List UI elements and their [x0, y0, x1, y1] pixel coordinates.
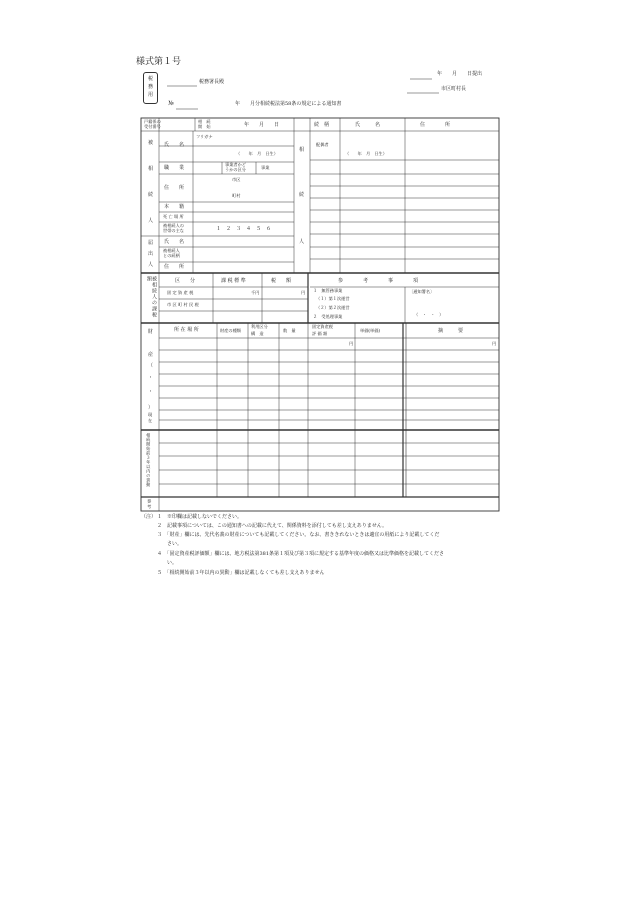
header-start-date: 年 月 日 [244, 122, 280, 128]
property-h-structure: 構 造 [251, 331, 264, 336]
heirs-label-1: 被相続人の [163, 223, 184, 228]
assessment-unit-yen: 円 [301, 290, 306, 295]
employer-label-2: うかの区分 [225, 167, 246, 172]
assessment-h-tax: 税 額 [271, 278, 292, 284]
document-title: 年 月分相続税法第58条の規定による通知書 [235, 101, 342, 107]
property-h-price: 単価(単価) [360, 328, 381, 333]
remark-2: （１）第１次運営 [316, 296, 350, 301]
assessment-row-1: 固 定 資 産 税 [167, 290, 194, 295]
decedent-side-1: 被 [148, 140, 154, 146]
property-side-3: （ [148, 363, 154, 369]
addressee: 税務署長殿 [199, 79, 225, 85]
form-number: 様式第１号 [136, 57, 182, 67]
property-h-assess-2: 評 価 額 [312, 331, 328, 336]
header-name: 氏 名 [355, 122, 381, 128]
property-side-2: 産 [148, 352, 154, 358]
city-label: 市区 [232, 177, 241, 182]
employer-value: 事業 [261, 165, 270, 170]
remark-4: ２ 受処理事業 [313, 314, 343, 319]
family-side-1: 相 [299, 147, 305, 153]
reporter-side-2: 出 [148, 251, 154, 257]
assessment-h-base: 課 税 標 準 [221, 278, 246, 284]
reporter-relation-1: 被相続人 [163, 248, 180, 253]
stamp-line-1: 税 [148, 76, 154, 82]
note-1: １ ※印欄は記載しないでください。 [157, 514, 243, 520]
prior-change-side: 相続開始前３年以内の異動 [146, 433, 152, 487]
property-h-remarks: 摘 要 [438, 328, 464, 334]
property-side-6: ） [148, 405, 154, 411]
property-side-4: ・ [148, 375, 154, 381]
decedent-side-3: 続 [148, 192, 154, 198]
address-label: 住 所 [164, 185, 185, 191]
property-side-5: ・ [148, 389, 154, 395]
notice-label: 〔通知署名〕 [409, 289, 435, 294]
header-address: 住 所 [420, 122, 451, 128]
note-5: ５ 「相続開始前３年以内の異動」欄は記載しなくても差し支えありません [157, 570, 325, 576]
property-unit-yen-2: 円 [492, 341, 497, 346]
header-receipt-2: 受付番号 [144, 124, 161, 129]
assessment-row-2: 市 区 町 村 民 税 [167, 302, 199, 307]
name-label: 氏 名 [164, 142, 185, 148]
notes-title: （注） [141, 514, 157, 520]
family-side-2: 続 [299, 192, 305, 198]
reporter-side-3: 人 [148, 262, 154, 268]
date-line: 年 月 日提出 [437, 71, 483, 77]
employer-label-1: 事業者かど [225, 162, 246, 167]
property-h-use: 利用区分 [251, 324, 268, 329]
reporter-side-1: 届 [148, 240, 154, 246]
header-start-2: 開 始 [198, 124, 211, 129]
note-4: ４ 「固定資産税評価額」欄には、地方税法第381条第１項及び第３項に規定する基準年度の価格又は比準価格を記載してくださ [157, 551, 445, 557]
remark-1: １ 無管務事業 [313, 288, 343, 293]
header-start-1: 相 続 [198, 119, 211, 124]
header-receipt-1: 戸籍係の [144, 119, 161, 124]
property-side-7: 現 [148, 412, 153, 417]
note-4b: い。 [157, 560, 178, 566]
reporter-relation-2: との続柄 [163, 253, 180, 258]
heirs-values: １ ２ ３ ４ ５ ６ [216, 226, 272, 232]
remark-3: （２）第２次運営 [316, 305, 350, 310]
spouse-birth: （ 年 月 日生） [345, 151, 387, 156]
reporter-name-label: 氏 名 [164, 239, 185, 245]
family-side-3: 人 [299, 239, 305, 245]
property-side-1: 財 [148, 329, 154, 335]
note-2: ２ 記載事項については、この通知書への記載に代えて、関係資料を添付しても差し支えありません。 [157, 523, 388, 529]
property-h-qty: 数 量 [283, 328, 296, 333]
property-side-8: 在 [148, 418, 153, 423]
assessment-h-category: 区 分 [175, 278, 196, 284]
remarks-header: 参 考 事 項 [338, 278, 419, 284]
sender: 市区町村長 [441, 86, 467, 92]
furigana-label: フリガナ [196, 134, 213, 139]
stamp-line-2: 務 [148, 84, 154, 90]
header-relation: 続 柄 [314, 122, 330, 128]
assessment-side: 被相続人の課税額 [146, 276, 157, 318]
town-label: 町村 [232, 193, 241, 198]
property-h-assess: 固定資産税 [312, 324, 333, 329]
heirs-label-2: 世帯の主な [163, 228, 184, 233]
note-3: ３ 「財産」欄には、先代名義の財産についても記載してください。なお、書ききれないときは適宜の用紙により記載してくだ [157, 532, 440, 538]
domicile-label: 本 籍 [164, 204, 185, 210]
property-unit-yen: 円 [349, 341, 354, 346]
reporter-address-label: 住 所 [164, 264, 185, 270]
birth-date: （ 年 月 日生） [236, 151, 278, 156]
occupation-label: 職 業 [164, 165, 185, 171]
reference-side: 参考 [147, 499, 153, 510]
notice-date: （ ・ ・ ） [414, 312, 444, 317]
stamp-line-3: 用 [148, 92, 154, 98]
property-h-kind: 財産の種類 [220, 328, 241, 333]
decedent-side-4: 人 [148, 218, 154, 224]
property-h-location: 所 在 場 所 [174, 327, 199, 333]
note-3b: さい。 [157, 541, 183, 547]
spouse-label: 配偶者 [316, 142, 329, 147]
death-place-label: 死 亡 場 所 [163, 214, 184, 219]
decedent-side-2: 相 [148, 166, 154, 172]
doc-number: № [168, 100, 174, 107]
assessment-unit-thousand: 千円 [251, 290, 260, 295]
